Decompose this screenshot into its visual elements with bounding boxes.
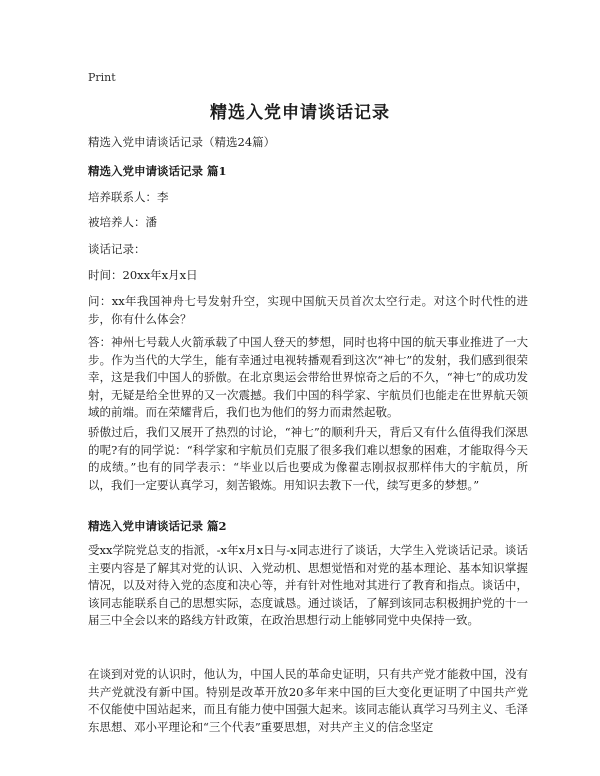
contact-person-line: 培养联系人：李 — [88, 190, 169, 204]
section-2-paragraph-2: 在谈到对党的认识时，他认为，中国人民的革命史证明，只有共产党才能救中国，没有共产党就没有新中国。特别是改革开放20多年来中国的巨大变化更证明了中国共产党不仅能使中国站起来，而且有能力使中国强大起来。该同志能认真学习马列主义、毛泽东思想、邓小平理论和“三个代表”重要思想，对共产主义的信念坚定 — [88, 667, 528, 734]
section-1-heading: 精选入党申请谈话记录 篇1 — [88, 164, 227, 178]
question-paragraph: 问：xx年我国神舟七号发射升空，实现中国航天员首次太空行走。对这个时代性的进步，你有什么体会？ — [88, 294, 528, 326]
section-2-heading: 精选入党申请谈话记录 篇2 — [88, 519, 227, 533]
print-label[interactable]: Print — [88, 71, 116, 84]
trainee-line: 被培养人：潘 — [88, 215, 157, 229]
answer-paragraph: 答：神州七号载人火箭承载了中国人登天的梦想，同时也将中国的航天事业推进了一大步。作为当代的大学生，能有幸通过电视转播观看到这次“神七”的发射，我们感到很荣幸，这是我们中国人的骄傲。在北京奥运会带给世界惊奇之后的不久，“神七”的成功发射，无疑是给全世界的又一次震撼。我们中国的科学家、宇航员们也能走在世界航天领域的前端。而在荣耀背后，我们也为他们的努力而肃然起敬。 — [88, 335, 528, 419]
time-line: 时间：20xx年x月x日 — [88, 268, 198, 282]
section-2-paragraph-1: 受xx学院党总支的指派，-x年x月x日与-x同志进行了谈话，大学生入党谈话记录。谈话主要内容是了解其对党的认识、入党动机、思想觉悟和对党的基本理论、基本知识掌握情况，以及对待入党的态度和决心等，并有针对性地对其进行了教育和指点。谈话中，该同志能联系自己的思想实际，态度诚恳。通过谈话，了解到该同志积极拥护党的十一届三中全会以来的路线方针政策，在政治思想行动上能够同党中央保持一致。 — [88, 543, 528, 627]
record-label: 谈话记录： — [88, 242, 146, 256]
document-subtitle: 精选入党申请谈话记录（精选24篇） — [88, 135, 276, 149]
page-title: 精选入党申请谈话记录 — [210, 103, 390, 123]
discussion-paragraph: 骄傲过后，我们又展开了热烈的讨论，“神七”的顺利升天，背后又有什么值得我们深思的呢?有的同学说：“科学家和宇航员们克服了很多我们难以想象的困难，才能取得今天的成绩。”也有的同学表示：“毕业以后也要成为像翟志刚叔叔那样伟大的宇航员，所以，我们一定要认真学习，刻苦锻炼。用知识去教下一代，续写更多的梦想。” — [88, 425, 528, 492]
